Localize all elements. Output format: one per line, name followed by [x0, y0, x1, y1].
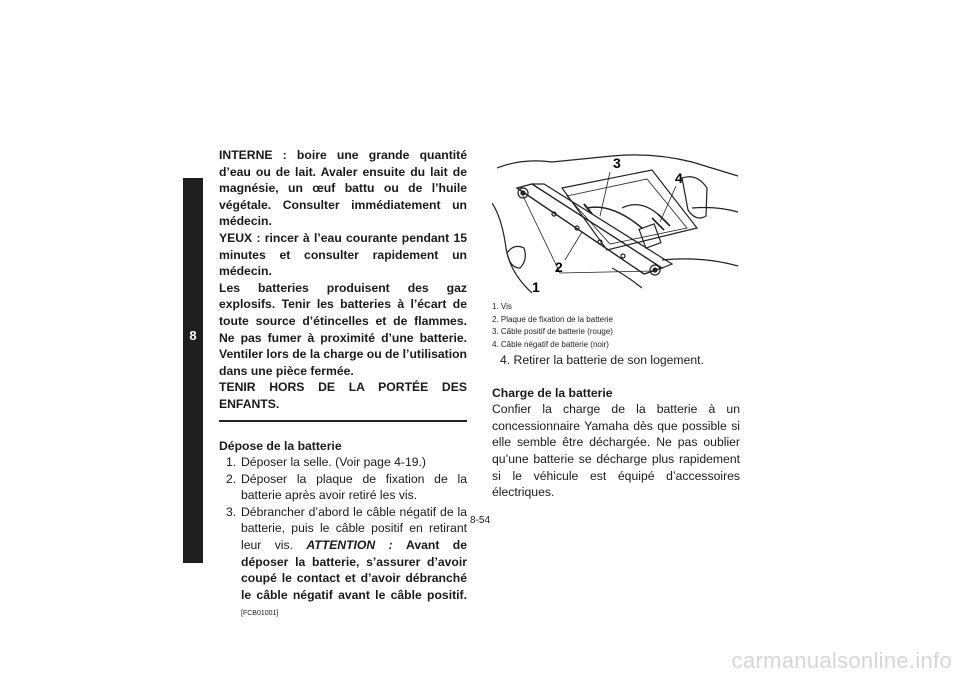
- warning-block: [219, 147, 467, 413]
- removal-steps: [219, 454, 467, 623]
- figure-label-3: 3: [613, 155, 621, 171]
- removal-step-4: 4. Retirer la batterie de son logement.: [500, 353, 704, 367]
- warning-children: TENIR HORS DE LA PORTÉE DES ENFANTS.: [219, 380, 467, 411]
- left-column: [219, 147, 467, 623]
- figure-label-2: 2: [555, 259, 563, 275]
- page-number: 8-54: [469, 515, 490, 526]
- caption-item: 3. Câble positif de batterie (rouge): [492, 327, 613, 336]
- charge-heading: Charge de la batterie: [492, 385, 613, 400]
- caption-item: 4. Câble négatif de batterie (noir): [492, 339, 609, 349]
- attention-code: [FCB01001]: [241, 610, 279, 618]
- figure-label-1: 1: [532, 279, 540, 295]
- chapter-number: 8: [189, 328, 197, 343]
- watermark: carmanualsonline.info: [731, 648, 952, 673]
- battery-figure: [492, 148, 740, 295]
- caption-item: 2. Plaque de fixation de la batterie: [492, 314, 613, 324]
- warning-internal: INTERNE : boire une grande quantité d’eau ou de lait. Avaler ensuite du lait de magnésie, un œuf battu ou de l’huile végétale. Consulter immédiatement un médecin.: [219, 148, 467, 229]
- chapter-tab: [183, 178, 203, 563]
- step-number: 3.: [226, 504, 237, 519]
- step-text: Déposer la plaque de fixation de la batterie après avoir retiré les vis.: [241, 471, 467, 503]
- attention-label: ATTENTION :: [306, 538, 393, 553]
- step-text: Déposer la selle. (Voir page 4-19.): [241, 455, 426, 470]
- removal-step: [219, 454, 467, 471]
- removal-step: [219, 471, 467, 504]
- attention-text: Avant de déposer la batterie, s’assurer d’avoir coupé le contact et d’avoir débranché le câble négatif avant le câble positif.: [241, 538, 467, 602]
- figure-label-4: 4: [675, 170, 683, 186]
- warning-eyes: YEUX : rincer à l’eau courante pendant 15 minutes et consulter rapidement un médecin.: [219, 230, 467, 279]
- step-number: 2.: [226, 471, 237, 486]
- figure-caption: [492, 301, 742, 351]
- warning-gases: Les batteries produisent des gaz explosifs. Tenir les batteries à l’écart de toute source d’étincelles et de flammes. Ne pas fumer à proximité d’une batterie. Ventiler lors de la charge ou de l’utilisation dans une pièce fermée.: [219, 280, 467, 378]
- step-number: 1.: [226, 455, 237, 470]
- removal-heading: Dépose de la batterie: [219, 438, 342, 453]
- step-text: Débrancher d’abord le câble négatif de la batterie, puis le câble positif en retirant leur vis.: [241, 504, 467, 553]
- caption-item: 1. Vis: [492, 302, 512, 311]
- warning-divider: [219, 420, 467, 422]
- charge-text: Confier la charge de la batterie à un concessionnaire Yamaha dès que possible si elle semble être déchargée. Ne pas oublier qu’une batterie se décharge plus rapidement si le véhicule est équipé d’accessoires électriques.: [492, 402, 740, 500]
- right-column: [492, 352, 740, 501]
- battery-illustration: [492, 148, 740, 295]
